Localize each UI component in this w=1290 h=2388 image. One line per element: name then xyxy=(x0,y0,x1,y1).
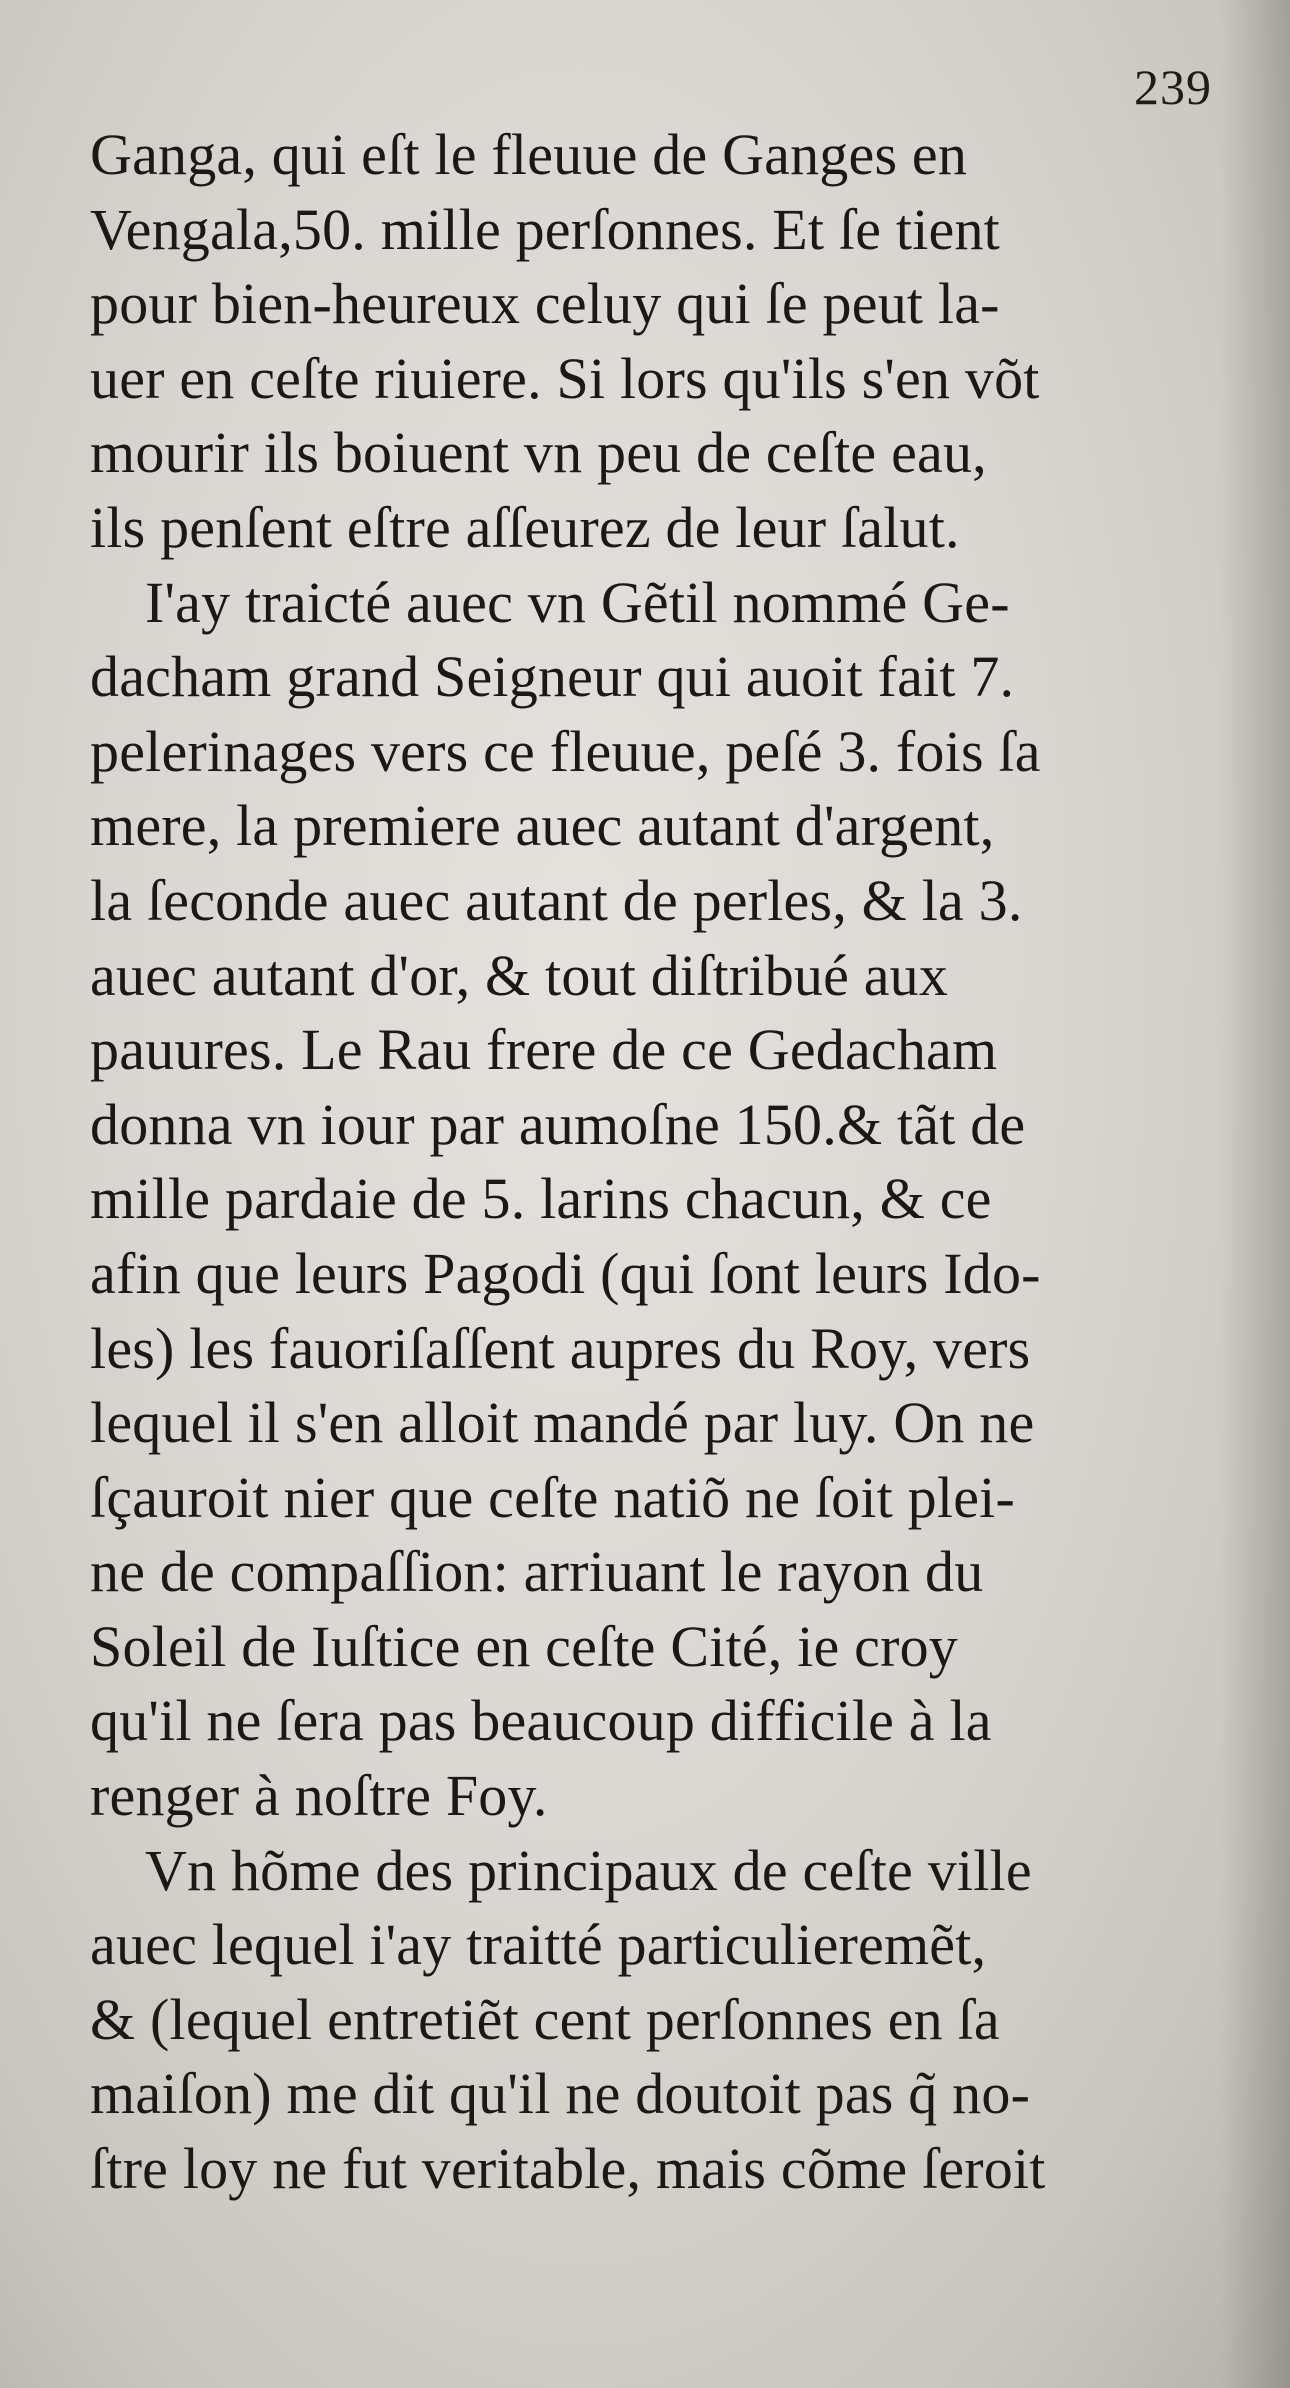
text-line: afin que leurs Pagodi (qui ſont leurs Ido- xyxy=(90,1240,1041,1306)
text-line: Vengala,50. mille perſonnes. Et ſe tient xyxy=(90,196,1000,262)
text-line: ils penſent eſtre aſſeurez de leur ſalut. xyxy=(90,494,960,560)
text-line: Ganga, qui eſt le fleuue de Ganges en xyxy=(90,122,968,187)
text-line: mille pardaie de 5. larins chacun, & ce xyxy=(90,1166,992,1232)
text-line: lequel il s'en alloit mandé par luy. On ne xyxy=(90,1390,1035,1456)
text-line: pour bien-heureux celuy qui ſe peut la- xyxy=(90,271,1000,337)
text-line: Soleil de Iuſtice en ceſte Cité, ie croy xyxy=(90,1613,959,1679)
text-line: & (lequel entretiẽt cent perſonnes en ſa xyxy=(90,1986,1000,2052)
body-text xyxy=(90,118,1220,2207)
text-line: uer en ceſte riuiere. Si lors qu'ils s'en võt xyxy=(90,345,1040,411)
page-number: 239 xyxy=(1134,59,1212,115)
text-line: qu'il ne ſera pas beaucoup difficile à la xyxy=(90,1688,992,1754)
text-line: auec autant d'or, & tout diſtribué aux xyxy=(90,942,949,1008)
text-line: pauures. Le Rau frere de ce Gedacham xyxy=(90,1017,998,1083)
text-line: renger à noſtre Foy. xyxy=(90,1763,548,1829)
text-line: donna vn iour par aumoſne 150.& tãt de xyxy=(90,1091,1026,1157)
text-line: ſtre loy ne fut veritable, mais cõme ſeroit xyxy=(90,2136,1046,2202)
paragraph-start-line: I'ay traicté auec vn Gẽtil nommé Ge- xyxy=(145,569,1010,635)
text-line: dacham grand Seigneur qui auoit fait 7. xyxy=(90,644,1015,710)
text-line: ne de compaſſion: arriuant le rayon du xyxy=(90,1539,984,1605)
text-line: maiſon) me dit qu'il ne doutoit pas q̃ no- xyxy=(90,2061,1031,2127)
text-line: auec lequel i'ay traitté particulieremẽt, xyxy=(90,1912,987,1978)
text-line: pelerinages vers ce fleuue, peſé 3. fois ſa xyxy=(90,718,1041,784)
text-line: mere, la premiere auec autant d'argent, xyxy=(90,793,995,859)
text-line: les) les fauoriſaſſent aupres du Roy, vers xyxy=(90,1315,1031,1381)
text-line: mourir ils boiuent vn peu de ceſte eau, xyxy=(90,420,987,486)
text-line: la ſeconde auec autant de perles, & la 3. xyxy=(90,867,1023,933)
text-line: ſçauroit nier que ceſte natiõ ne ſoit plei- xyxy=(90,1464,1015,1530)
paragraph-start-line: Vn hõme des principaux de ceſte ville xyxy=(145,1837,1032,1903)
